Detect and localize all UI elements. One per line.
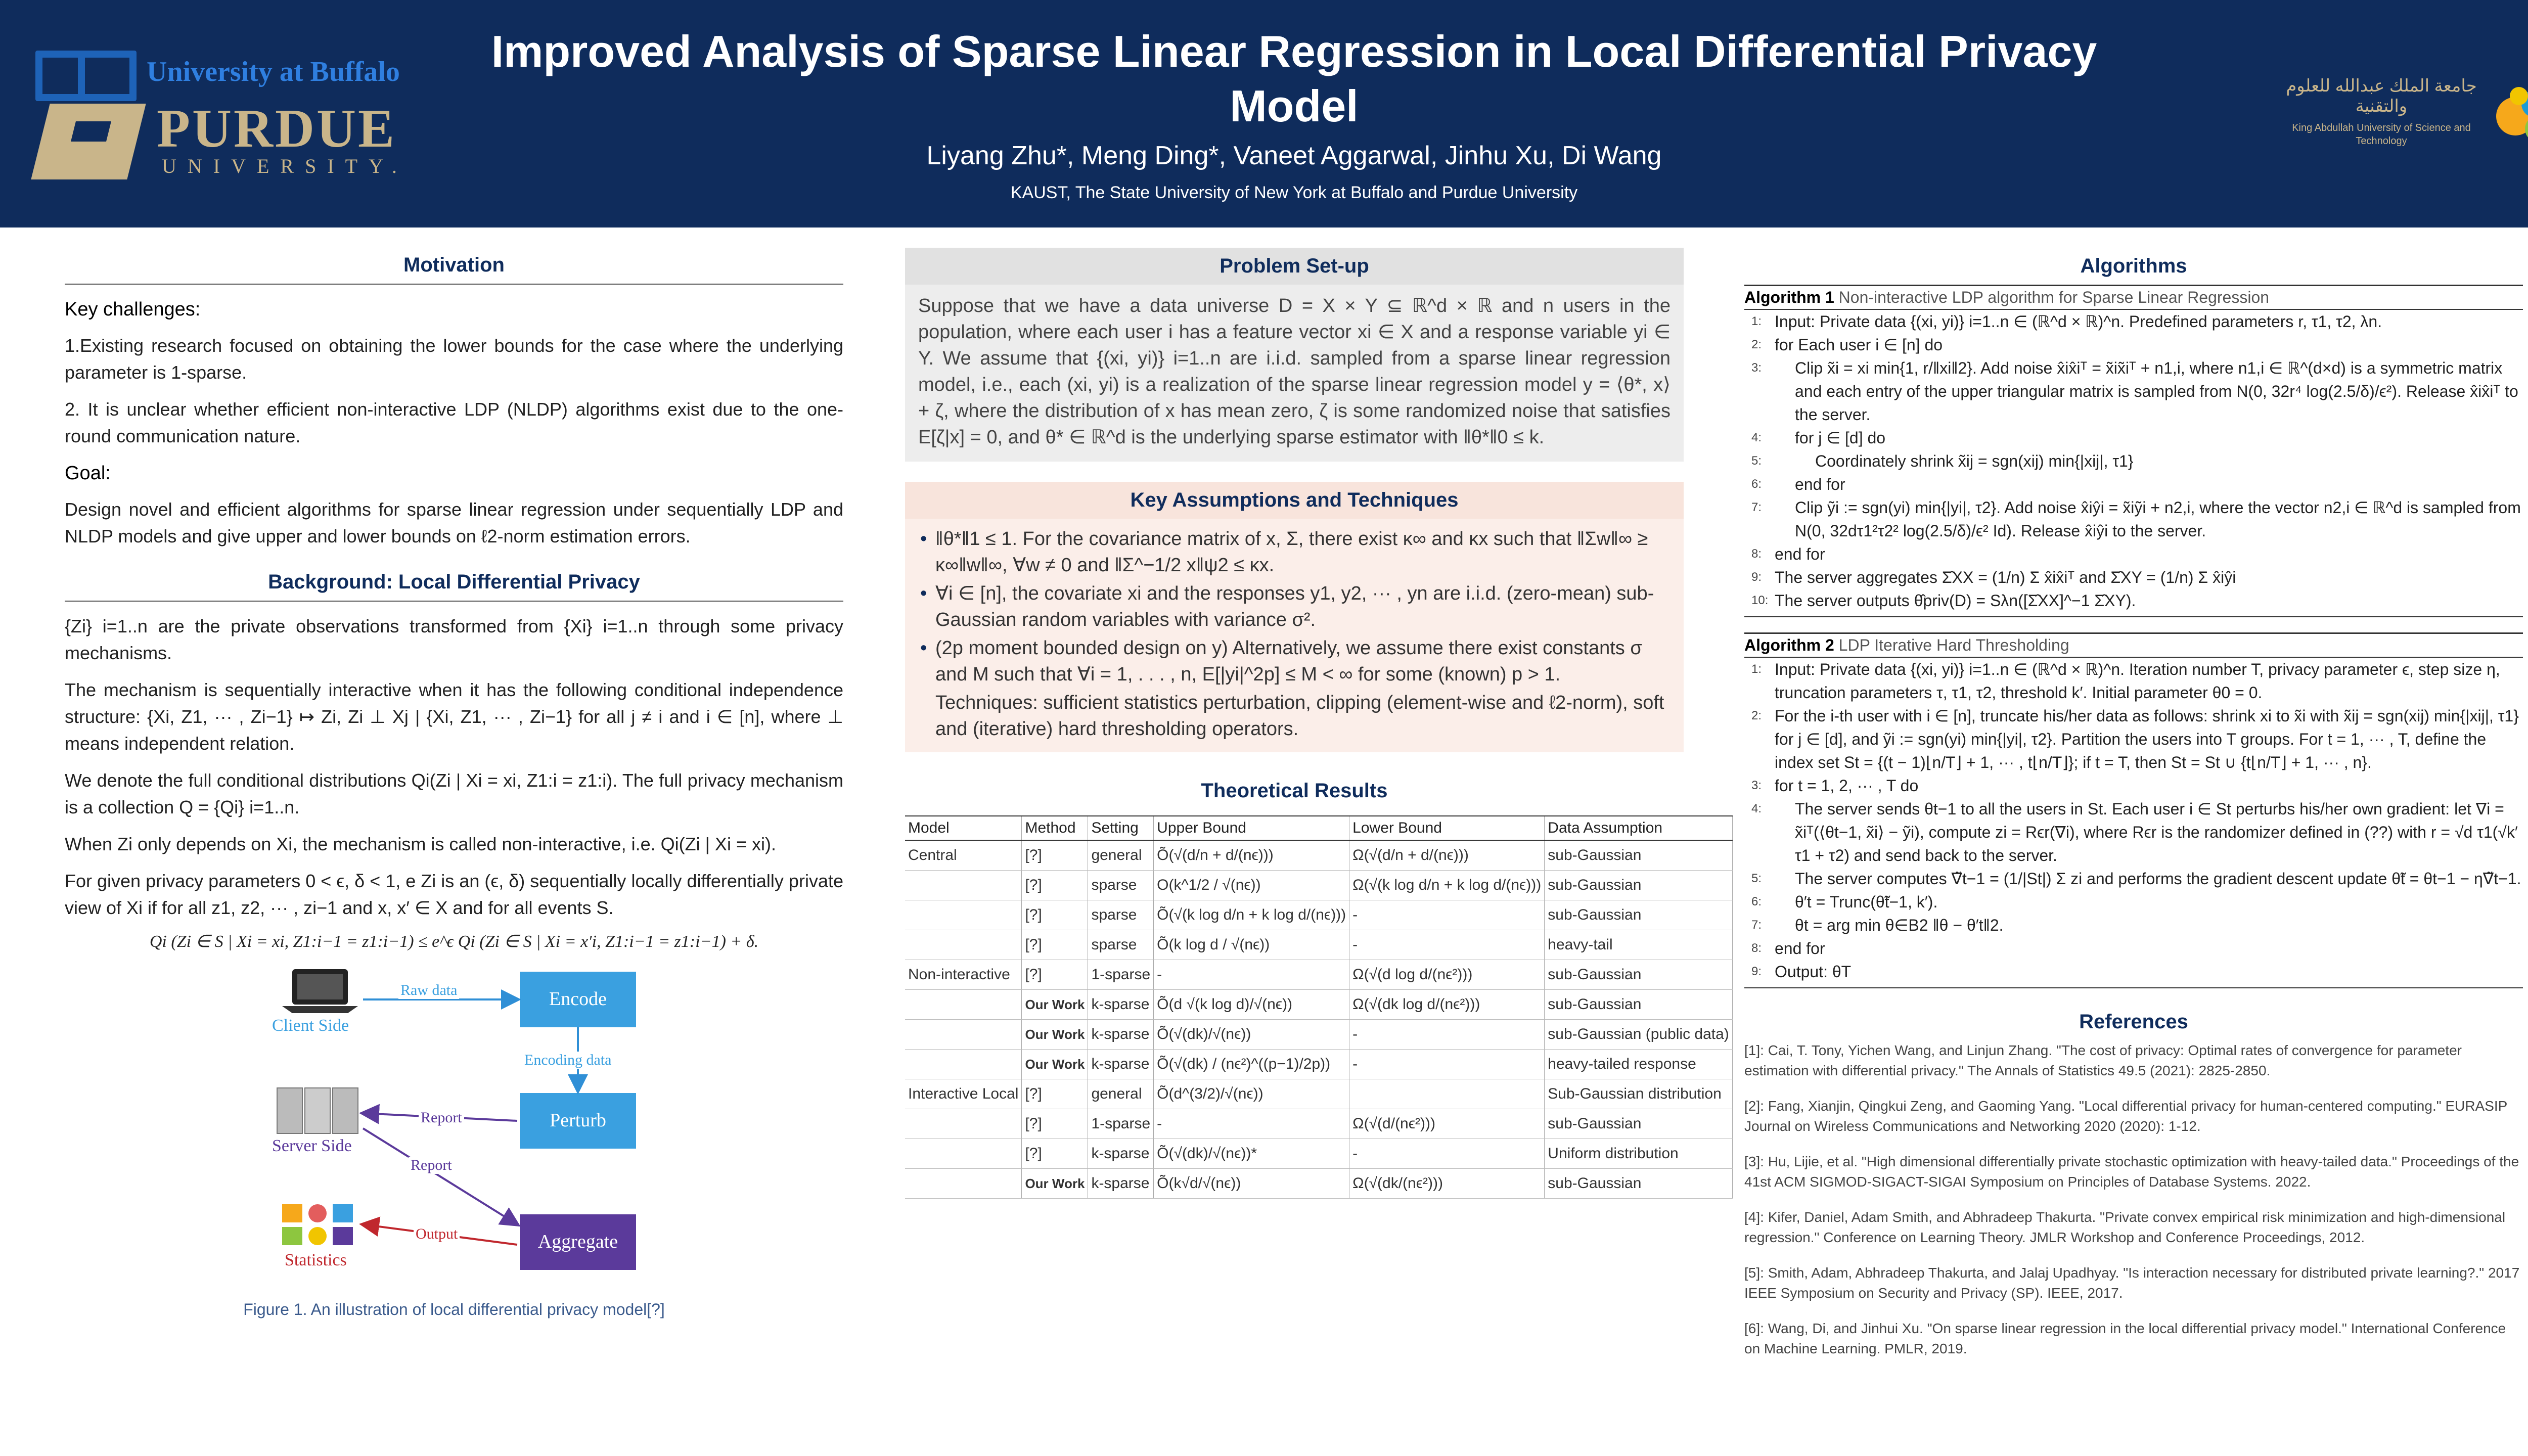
col-setting: Setting [1088,816,1154,840]
table-row [905,1020,1732,1050]
line-number: 4: [1751,431,1762,444]
algorithm-line-text: θ′t = Trunc(θ̃t−1, k′). [1795,893,1938,911]
algorithm-line-text: end for [1795,475,1845,493]
background-title: Background: Local Differential Privacy [65,565,843,602]
table-cell: Interactive Local [905,1079,1022,1109]
col-upper-bound: Upper Bound [1154,816,1349,840]
col-model: Model [905,816,1022,840]
table-cell: sparse [1088,900,1154,930]
kaust-english-name: King Abdullah University of Science and Technology [2292,122,2471,147]
line-number: 1: [1751,314,1762,328]
algorithm-line-text: Output: θT [1775,963,1852,981]
table-cell: general [1088,1079,1154,1109]
table-row [905,871,1732,900]
ldp-figure [65,962,843,1326]
problem-setup-box [905,248,1684,462]
background-p2: The mechanism is sequentially interactive when it has the following conditional independence structure: {Xi, Z1, ··· , Zi−1} ↦ Zi, Zi ⊥ Xj | {Xi, Z1, ··· , Zi−1} for all j ≠ i and i ∈ [n], where ⊥ means independent relation. [65,679,843,754]
table-cell: Central [905,840,1022,871]
statistics-icon [282,1204,353,1245]
table-cell: sub-Gaussian [1545,990,1733,1020]
table-row [905,1050,1732,1079]
line-number: 8: [1751,547,1762,561]
table-row [905,1139,1732,1169]
algorithm-line [1744,914,2523,937]
table-cell: sub-Gaussian [1545,960,1733,990]
table-cell: [?] [1022,1139,1088,1169]
table-row [905,1169,1732,1199]
table-row [905,990,1732,1020]
line-number: 6: [1751,895,1762,908]
table-cell [905,1050,1022,1079]
line-number: 9: [1751,965,1762,978]
table-cell: [?] [1022,840,1088,871]
purdue-logo [40,99,445,179]
line-number: 10: [1751,594,1769,607]
algorithm-line [1744,473,2523,496]
table-cell: k-sparse [1088,1020,1154,1050]
algorithm-line [1744,937,2523,960]
table-cell [1349,1079,1545,1109]
table-cell [905,900,1022,930]
algorithm-line-text: Coordinately shrink x̃ij = sgn(xij) min{|xij|, τ1} [1815,452,2134,470]
line-number: 7: [1751,500,1762,514]
table-cell: [?] [1022,900,1088,930]
line-number: 3: [1751,779,1762,792]
algorithm-1-body [1744,310,2523,617]
line-number: 1: [1751,662,1762,676]
line-number: 3: [1751,361,1762,375]
algorithm-line-text: for j ∈ [d] do [1795,429,1886,447]
column-middle [905,248,1729,1199]
table-cell: heavy-tailed response [1545,1050,1733,1079]
reference-item: [5]: Smith, Adam, Abhradeep Thakurta, and Jalaj Upadhyay. "Is interaction necessary for distributed private learning?." 2017 IEEE Symposium on Security and Privacy (SP). IEEE, 2017. [1744,1265,2520,1301]
table-cell: Sub-Gaussian distribution [1545,1079,1733,1109]
assumptions-title: Key Assumptions and Techniques [905,482,1684,519]
ub-logo [35,46,440,106]
table-cell: - [1349,900,1545,930]
background-p3: We denote the full conditional distributions Qi(Zi | Xi = xi, Z1:i = z1:i). The full privacy mechanism is a collection Q = {Qi} i=1..n. [65,770,843,817]
algorithm-line [1744,658,2523,704]
algorithm-line-text: Input: Private data {(xi, yi)} i=1..n ∈ (ℝ^d × ℝ)^n. Predefined parameters r, τ1, τ2, λn. [1775,312,2382,331]
table-cell [905,1169,1022,1199]
table-cell: Õ(√(dk)/√(nϵ)) [1154,1020,1349,1050]
table-cell: heavy-tail [1545,930,1733,960]
table-row [905,900,1732,930]
table-cell: sub-Gaussian [1545,871,1733,900]
table-cell: general [1088,840,1154,871]
table-cell: [?] [1022,960,1088,990]
table-cell: Our Work [1022,1050,1088,1079]
goal-heading: Goal: [65,463,111,484]
algorithm-1-name: Non-interactive LDP algorithm for Sparse Linear Regression [1838,288,2270,306]
table-cell [905,1139,1022,1169]
algorithm-line-text: The server sends θt−1 to all the users in St. Each user i ∈ St perturbs his/her own gradient: let ∇i = x̃iᵀ(⟨θt−1, x̃i⟩ − ỹi), compute zi = Rϵr(∇i), where Rϵr is the randomizer defined in (??) with r = √d τ1(√k′ τ1 + τ2) and send back to the server. [1795,800,2518,864]
results-table [905,815,1733,1199]
algorithm-line-text: Input: Private data {(xi, yi)} i=1..n ∈ (ℝ^d × ℝ)^n. Iteration number T, privacy parameter ϵ, step size η, truncation parameters τ, τ1, τ2, threshold k′. Initial parameter θ0 = 0. [1775,660,2500,702]
algorithm-line [1744,449,2523,473]
algorithm-line-text: Clip x̃i = xi min{1, r/‖xi‖2}. Add noise x̂ix̂iᵀ = x̃ix̃iᵀ + n1,i, where n1,i ∈ ℝ^(d×d) is a symmetric matrix and each entry of the upper triangular matrix is sampled from N(0, 32r⁴ log(2.5/δ)/ϵ²). Release x̂ix̂iᵀ to the server. [1795,359,2518,424]
algorithm-line-text: θt = arg min θ∈B2 ‖θ − θ′t‖2. [1795,916,2004,934]
statistics-label: Statistics [285,1251,347,1269]
table-cell: Õ(d √(k log d)/√(nϵ)) [1154,990,1349,1020]
table-cell: [?] [1022,1079,1088,1109]
output-label: Output [414,1225,460,1243]
algorithm-line [1744,426,2523,449]
table-cell: O(k^1/2 / √(nϵ)) [1154,871,1349,900]
table-cell: Õ(d^(3/2)/√(nϵ)) [1154,1079,1349,1109]
table-cell: - [1154,960,1349,990]
table-cell: sub-Gaussian [1545,1169,1733,1199]
report-label-1: Report [419,1109,464,1126]
algorithm-2-name: LDP Iterative Hard Thresholding [1838,636,2069,654]
reference-item: [3]: Hu, Lijie, et al. "High dimensional differentially private stochastic optimization with heavy-tailed data." Proceedings of the 41st ACM SIGMOD-SIGACT-SIGAI Symposium on Principles of Database Systems. 2022. [1744,1154,2519,1190]
algorithm-line [1744,333,2523,356]
line-number: 5: [1751,872,1762,885]
laptop-icon [282,969,358,1013]
reference-item: [6]: Wang, Di, and Jinhui Xu. "On sparse linear regression in the local differential privacy model." International Conference on Machine Learning. PMLR, 2019. [1744,1321,2506,1356]
algorithm-line [1744,960,2523,983]
table-cell: - [1349,1020,1545,1050]
table-cell [905,930,1022,960]
report-arrow-2 [363,1128,517,1224]
poster-affiliation: KAUST, The State University of New York at Buffalo and Purdue University [1010,183,1578,202]
column-right [1744,248,2523,1374]
background-p4: When Zi only depends on Xi, the mechanism is called non-interactive, i.e. Qi(Zi | Xi = xi). [65,834,776,854]
line-number: 2: [1751,338,1762,351]
aggregate-label: Aggregate [537,1231,618,1252]
assumptions-box [905,482,1684,752]
goal-text: Design novel and efficient algorithms for sparse linear regression under sequentially LDP and NLDP models and give upper and lower bounds on ℓ2-norm estimation errors. [65,499,843,547]
table-cell: Õ(√(dk)/√(nϵ))* [1154,1139,1349,1169]
algorithm-line [1744,890,2523,914]
results-body [905,840,1732,1199]
table-cell: Ω(√(k log d/n + k log d/(nϵ))) [1349,871,1545,900]
perturb-label: Perturb [550,1110,606,1131]
client-side-label: Client Side [272,1016,349,1035]
references-title: References [2079,1011,2188,1033]
ub-mark-icon [35,51,137,101]
algorithm-line-text: Clip ỹi := sgn(yi) min{|yi|, τ2}. Add noise x̂iŷi = x̃iỹi + n2,i, where the vector n2,i ∈ ℝ^d is sampled from N(0, 32dτ1²τ2² log(2.5/δ)/ϵ² Id). Release x̂iŷi to the server. [1795,498,2521,540]
table-cell: k-sparse [1088,990,1154,1020]
table-cell: Õ(√(d/n + d/(nϵ))) [1154,840,1349,871]
problem-setup-text: Suppose that we have a data universe D = X × Y ⊆ ℝ^d × ℝ and n users in the population, where each user i has a feature vector xi ∈ X and a response variable yi ∈ Y. We assume that {(xi, yi)} i=1..n are i.i.d. sampled from a sparse linear regression model, i.e., each (xi, yi) is a realization of the sparse linear regression model y = ⟨θ*, x⟩ + ζ, where the distribution of x has mean zero, ζ is some randomized noise that satisfies E[ζ|x] = 0, and θ* ∈ ℝ^d is the underlying sparse estimator with ‖θ*‖0 ≤ k. [918,295,1671,448]
algorithm-line-text: The server computes ∇̃t−1 = (1/|St|) Σ zi and performs the gradient descent update θ̃t = θt−1 − η∇̃t−1. [1795,870,2521,888]
raw-data-label: Raw data [398,982,459,999]
algorithm-line [1744,542,2523,566]
table-cell: Uniform distribution [1545,1139,1733,1169]
algorithm-line-text: For the i-th user with i ∈ [n], truncate his/her data as follows: shrink xi to x̃i with x̃ij = sgn(xij) min{|xij|, τ1} for j ∈ [d], and ỹi := sgn(yi) min{|yi|, τ2}. Partition the users into T groups. For t = 1, ··· , T, define the index set St = {(t − 1)⌊n/T⌋ + 1, ··· , t⌊n/T⌋}; if t = T, then St = St ∪ {t⌊n/T⌋ + 1, ··· , n}. [1775,707,2519,771]
challenge-1: 1.Existing research focused on obtaining the lower bounds for the case where the underlying parameter is 1-sparse. [65,335,843,383]
table-cell: [?] [1022,871,1088,900]
table-cell: Õ(√(dk) / (nϵ²)^((p−1)/2p)) [1154,1050,1349,1079]
line-number: 9: [1751,570,1762,584]
assumption-2: • ∀i ∈ [n], the covariate xi and the responses y1, y2, ··· , yn are i.i.d. (zero-mean) sub-Gaussian random variables with variance σ². [918,580,1671,633]
col-lower-bound: Lower Bound [1349,816,1545,840]
table-cell: - [1349,1139,1545,1169]
poster-title: Improved Analysis of Sparse Linear Regression in Local Differential Privacy Model [491,26,2097,131]
algorithm-line-text: for t = 1, 2, ··· , T do [1775,777,1919,795]
table-cell: k-sparse [1088,1050,1154,1079]
assumption-1: • ‖θ*‖1 ≤ 1. For the covariance matrix of x, Σ, there exist κ∞ and κx such that ‖Σw‖∞ ≥ κ∞‖w‖∞, ∀w ≠ 0 and ‖Σ^−1/2 x‖ψ2 ≤ κx. [918,526,1671,578]
table-cell: 1-sparse [1088,1109,1154,1139]
ldp-equation: Qi (Zi ∈ S | Xi = xi, Z1:i−1 = z1:i−1) ≤ e^ϵ Qi (Zi ∈ S | Xi = x′i, Z1:i−1 = z1:i−1) + δ. [149,932,759,951]
algorithm-line-text: The server aggregates Σ̂XX = (1/n) Σ x̂ix̂iᵀ and Σ̂XY = (1/n) Σ x̂iŷi [1775,568,2236,586]
table-cell [905,871,1022,900]
algorithm-line [1744,774,2523,797]
table-cell: - [1154,1109,1349,1139]
assumption-3: • (2p moment bounded design on y) Alternatively, we assume there exist constants σ and M such that ∀i = 1, . . . , n, E[|yi|^2p] ≤ M < ∞ for some (known) p > 1. [918,635,1671,688]
table-cell: Our Work [1022,1169,1088,1199]
table-cell: 1-sparse [1088,960,1154,990]
algorithm-1-title [1744,285,2523,310]
table-cell: k-sparse [1088,1139,1154,1169]
algorithm-line [1744,356,2523,426]
assumptions-list [905,519,1684,752]
algorithm-line-text: end for [1775,939,1825,958]
kaust-mark-icon [2488,76,2528,152]
table-cell: sparse [1088,871,1154,900]
table-row [905,1109,1732,1139]
table-cell: Ω(√(dk log d/(nϵ²))) [1349,990,1545,1020]
table-cell: Ω(√(dk/(nϵ²))) [1349,1169,1545,1199]
techniques-heading: Techniques: [935,692,1038,713]
techniques [918,690,1671,742]
line-number: 8: [1751,941,1762,955]
table-cell: - [1349,1050,1545,1079]
table-cell: sub-Gaussian [1545,1109,1733,1139]
table-cell: [?] [1022,1109,1088,1139]
purdue-name: PURDUE [157,99,396,159]
line-number: 5: [1751,454,1762,468]
table-cell [905,1109,1022,1139]
motivation-title: Motivation [65,248,843,285]
algorithm-2-title [1744,632,2523,658]
server-icon [277,1088,358,1133]
col-data-assumption: Data Assumption [1545,816,1733,840]
algorithm-2-body [1744,658,2523,988]
results-header-row [905,816,1732,840]
table-cell: Ω(√(d log d/(nϵ²))) [1349,960,1545,990]
line-number: 7: [1751,918,1762,932]
figure-caption: Figure 1. An illustration of local differential privacy model[?] [243,1300,665,1318]
algorithm-line-text: for Each user i ∈ [n] do [1775,336,1943,354]
poster-authors: Liyang Zhu*, Meng Ding*, Vaneet Aggarwal, Jinhu Xu, Di Wang [926,141,1662,170]
line-number: 4: [1751,802,1762,815]
techniques-text: sufficient statistics perturbation, clipping (element-wise and ℓ2-norm), soft and (iterative) hard thresholding operators. [935,692,1664,740]
algorithm-line [1744,589,2523,612]
table-cell [905,990,1022,1020]
table-row [905,960,1732,990]
challenges-heading: Key challenges: [65,299,201,320]
table-row [905,840,1732,871]
table-cell: sub-Gaussian (public data) [1545,1020,1733,1050]
table-cell: k-sparse [1088,1169,1154,1199]
table-cell: Ω(√(d/(nϵ²))) [1349,1109,1545,1139]
table-cell: [?] [1022,930,1088,960]
algorithm-line [1744,704,2523,774]
table-cell: sparse [1088,930,1154,960]
table-cell: Õ(√(k log d/n + k log d/(nϵ))) [1154,900,1349,930]
background-p1: {Zi} i=1..n are the private observations transformed from {Xi} i=1..n through some privacy mechanisms. [65,616,843,663]
table-row [905,930,1732,960]
table-cell: sub-Gaussian [1545,900,1733,930]
reference-item: [4]: Kifer, Daniel, Adam Smith, and Abhradeep Thakurta. "Private convex empirical risk minimization and high-dimensional regression." Conference on Learning Theory. JMLR Workshop and Conference Proceedings, 2012. [1744,1209,2506,1245]
table-cell: Non-interactive [905,960,1022,990]
algorithm-1-label: Algorithm 1 [1744,288,1834,306]
server-side-label: Server Side [272,1136,352,1155]
reference-item: [2]: Fang, Xianjin, Qingkui Zeng, and Gaoming Yang. "Local differential privacy for human-centered computing." EURASIP Journal on Wireless Communications and Networking 2020 (2020): 1-12. [1744,1098,2507,1134]
encode-label: Encode [549,988,607,1010]
table-cell [905,1020,1022,1050]
algorithms-title: Algorithms [2080,255,2187,277]
col-method: Method [1022,816,1088,840]
purdue-sub: UNIVERSITY. [162,155,408,177]
kaust-arabic-name: جامعة الملك عبدالله للعلوم والتقنية [2286,76,2477,116]
table-cell: Our Work [1022,1020,1088,1050]
algorithm-line [1744,566,2523,589]
line-number: 6: [1751,477,1762,491]
column-left [65,248,843,1326]
problem-setup-title: Problem Set-up [905,248,1684,285]
algorithm-line [1744,496,2523,542]
results-title: Theoretical Results [1201,780,1388,802]
algorithm-line-text: The server outputs θ̂priv(D) = Sλn([Σ̂XX]^−1 Σ̂XY). [1775,592,2136,610]
challenge-2: 2. It is unclear whether efficient non-interactive LDP (NLDP) algorithms exist due to the one-round communication nature. [65,399,843,446]
background-p5: For given privacy parameters 0 < ϵ, δ < 1, e Zi is an (ϵ, δ) sequentially locally differentially private view of Xi if for all z1, z2, ··· , zi−1 and x, x′ ∈ X and for all events S. [65,871,843,918]
table-cell: Ω(√(d/n + d/(nϵ))) [1349,840,1545,871]
report-label-2: Report [409,1157,454,1174]
reference-item: [1]: Cai, T. Tony, Yichen Wang, and Linjun Zhang. "The cost of privacy: Optimal rates of convergence for parameter estimation with differential privacy." The Annals of Statistics 49.5 (2021): 2825-2850. [1744,1042,2462,1078]
table-row [905,1079,1732,1109]
kaust-logo [2285,66,2528,167]
purdue-p-icon [31,104,146,179]
algorithm-2-label: Algorithm 2 [1744,636,1834,654]
table-cell: Our Work [1022,990,1088,1020]
algorithm-line [1744,867,2523,890]
algorithm-line-text: end for [1775,545,1825,563]
table-cell: - [1349,930,1545,960]
encoding-data-label: Encoding data [522,1052,613,1069]
table-cell: Õ(k log d / √(nϵ)) [1154,930,1349,960]
references-list [1744,1040,2523,1359]
line-number: 2: [1751,709,1762,722]
algorithm-line [1744,797,2523,867]
ub-logo-text: University at Buffalo [147,56,400,87]
algorithm-line [1744,310,2523,333]
table-cell: sub-Gaussian [1545,840,1733,871]
poster-header [0,0,2528,228]
table-cell: Õ(k√d/√(nϵ)) [1154,1169,1349,1199]
